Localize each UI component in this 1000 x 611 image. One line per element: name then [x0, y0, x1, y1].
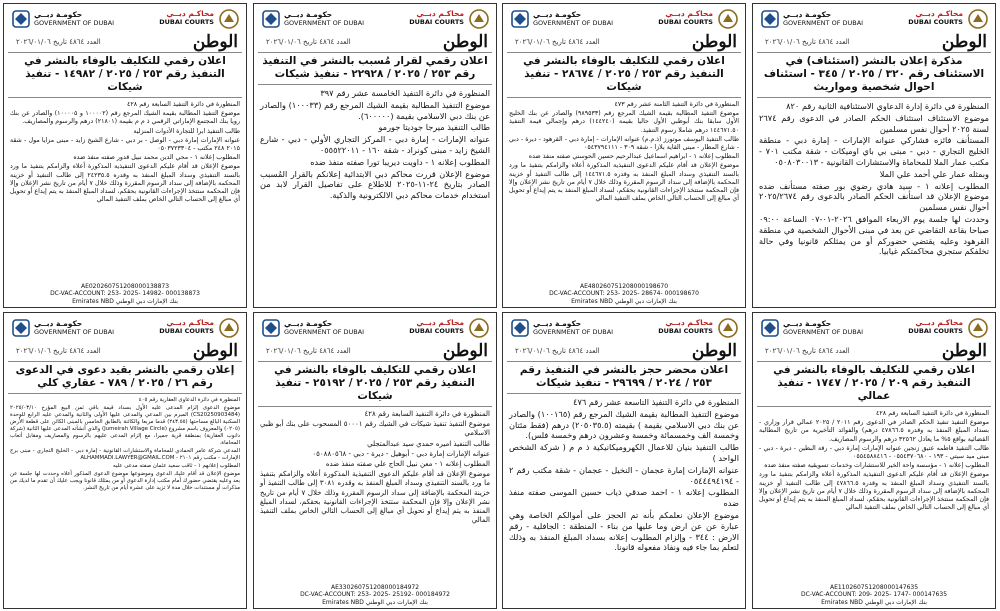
notice-header — [503, 4, 745, 52]
notice-panel — [752, 312, 996, 609]
gov-arabic: حكومـة دبــي — [783, 10, 832, 19]
dubai-courts-emblem-icon — [218, 317, 240, 339]
newspaper-name: الوطن — [442, 32, 488, 52]
notice-paragraph: المنظورة في دائرة التنفيذ السابعة رقم ٤٢٨ — [127, 101, 240, 108]
notice-paragraph: موضوع الإعلان قد أقام عليك الدعوى وموضوعها موضوع الدعوى المذكور أعلاه وحددت لها جلسة عن بعد وعليه يقتضي حضورك أمام مكتب إدارة الدعوى أو من يمثلك قانونا ويجب عليك أن تقدم ما لديك من مذكرات أو مستندات خلال مدة لا تزيد على عشرة أيام من تاريخ النشر. — [10, 471, 240, 491]
gov-english: GOVERNMENT OF DUBAI — [34, 19, 115, 27]
dubai-courts-emblem-icon — [717, 317, 739, 339]
issue-date: العدد ٤٨٦٤ تاريخ ٢٠٢٦/٠١/٠٦ — [515, 38, 600, 46]
notice-header — [753, 4, 995, 52]
notice-header — [753, 313, 995, 361]
issue-date: العدد ٤٨٦٤ تاريخ ٢٠٢٦/٠١/٠٦ — [266, 347, 351, 355]
notice-body — [4, 98, 246, 204]
dubai-courts-label — [409, 319, 464, 335]
gov-english: GOVERNMENT OF DUBAI — [533, 328, 614, 336]
notice-header — [4, 313, 246, 361]
notice-paragraph: موضوع الإعلان قد أقام عليكم الدعوى التنفيذية المذكورة أعلاه والزامكم بتنفيذ ما ورد بالسند التنفيذي وسداد المبلغ المنفذ به وقدره ١٤٤٦٧١.٥ إلى طالب التنفيذ أو خزينة المحكمة بالإضافة إلى سداد الرسوم المقررة وذلك خلال ٧ أيام من تاريخ نشر الإعلان وإلا فإن المحكمة ستتخذ الإجراءات القانونية بحقكم، لسداد المبلغ المنفذ به يتم إيداع أو تحويل أي مبالغ إلى الحساب التالي الخاص بملف التنفيذ المالي — [509, 162, 739, 203]
dubai-courts-label — [159, 10, 214, 26]
newspaper-name: الوطن — [941, 32, 987, 52]
dubai-courts-label — [658, 319, 713, 335]
notice-paragraph: المنظورة في دائرة إدارة الدعاوي الاستئنافية الثانية رقم ٨٢٠ — [786, 101, 989, 111]
notice-paragraph: طالب التنفيذ فاطمه عتيق زنجين عنوانه الإمارات إمارة دبي - رقة البطين - ديرة - دبي - مبنى ميد سيتي - ١٩٣ - ٠٥٥٤٣٧٠٦٨٠ - ٠٥٥٤٥٨٨٤١٦ — [759, 444, 989, 461]
notice-paragraph: المطلوب إعلانه ١ - احمد صدقي ذياب حسين الموسى صفته منفذ ضده — [509, 487, 739, 509]
courts-arabic: محاكـم دبــي — [665, 9, 713, 18]
government-emblem-icon — [509, 8, 531, 30]
newspaper-name: الوطن — [691, 341, 737, 361]
gov-arabic: حكومـة دبــي — [284, 319, 333, 328]
government-label — [783, 11, 863, 27]
bank-name: بنك الإمارات دبي الوطني Emirates NBD — [821, 598, 927, 606]
notice-paragraph: وحددت لها جلسة يوم الاربعاء الموافق ٢٠٢٦-٠١-٠٧ الساعة ٠٩:٠٠ صباحا بقاعة التقاضي عن بعد في مبنى الأحوال الشخصية في منطقة القرهود وعليه يقتضي حضوركم أو من يمثلكم قانونيا وفي حالة تخلفكم ستجري محاكمتكم غيابيا. — [759, 213, 989, 257]
notice-title: اعلان رقمي للتكليف بالوفاء بالنشر في التنفيذ رقم ٢٠٩ / ٢٠٢٥ / ١٧٤٧ - تنفيذ عمالي — [757, 361, 991, 407]
gov-english: GOVERNMENT OF DUBAI — [783, 328, 864, 336]
notice-paragraph: عنوانه الإمارات إمارة دبي - أبوهيل - ديرة - دبي - ٠٥٠٨٨٠٥٦٨ — [312, 449, 490, 458]
dubai-courts-label — [658, 10, 713, 26]
notice-title: إعلان رقمي بالنشر بقيد دعوى في الدعوى رقم ٢٦ / ٢٠٢٥ / ٧٨٩ - عقاري كلي — [8, 361, 242, 394]
notice-title: اعلان محضر حجز بالنشر في التنفيذ رقم ٢٥٣ / ٢٠٢٤ / ٢٩٦٩٩ - تنفيذ شيكات — [507, 361, 741, 394]
notice-header — [503, 313, 745, 361]
notice-body — [503, 394, 745, 553]
issue-date: العدد ٤٨٦٤ تاريخ ٢٠٢٦/٠١/٠٦ — [765, 38, 850, 46]
notice-paragraph: المدعي شركة عامر الحمادي للمحاماة والاستشارات القانونية - إمارة دبي - الخليج التجاري - مبنى برج الإمارات - مكتب رقم ٢١٠١ - ALHAMMADI.LAWYER@GMAIL.COM — [10, 448, 240, 461]
notice-paragraph: المنظورة في دائرة التنفيذ التاسعة عشر رقم ٤٧٦ — [573, 397, 739, 407]
notice-panel — [253, 312, 497, 609]
notice-title: مذكرة إعلان بالنشر (استئناف) في الاستئناف رقم ٣٢٠ / ٢٠٢٥ / ٣٤٥ - استئناف احوال شخصية ومواريث — [757, 52, 991, 98]
newspaper-name: الوطن — [941, 341, 987, 361]
gov-english: GOVERNMENT OF DUBAI — [284, 328, 365, 336]
government-label — [284, 320, 364, 336]
dubai-courts-emblem-icon — [218, 8, 240, 30]
notice-paragraph: المطلوب إعلانهم ١ - ثاقب سعيد عثمان صفته مدعى عليه — [112, 463, 240, 469]
notice-paragraph: عنوانه الإمارات إمارة عجمان - النخيل - عجمان - شقة مكتب رقم ٢ - ٠٥٤٤٤٩٤١٩٤ — [509, 464, 739, 486]
government-emblem-icon — [759, 317, 781, 339]
dubai-courts-emblem-icon — [967, 8, 989, 30]
gov-english: GOVERNMENT OF DUBAI — [34, 328, 115, 336]
newspaper-name: الوطن — [192, 32, 238, 52]
notice-footer — [503, 283, 745, 306]
courts-english: DUBAI COURTS — [908, 327, 963, 335]
notice-paragraph: موضوع التنفيذ المطالبة بقيمة الشيك المرجع رقم (١٠٠٠٠٢ و ١٠٠٠٠٥) والصادر عن بنك رويا بنك المجتمع الإماراتي الرقمي ذ م م بقيمة (٢١٨٠١) درهم والرسوم والمصاريف. — [10, 110, 241, 126]
notice-paragraph: المنظورة في دائرة التنفيذ الخامسة عشر رقم ٣٩٧ — [320, 88, 490, 98]
courts-english: DUBAI COURTS — [159, 327, 214, 335]
dubai-courts-label — [159, 319, 214, 335]
notice-header — [254, 4, 496, 52]
government-label — [783, 320, 863, 336]
notice-panel — [502, 3, 746, 308]
dubai-courts-emblem-icon — [967, 317, 989, 339]
courts-english: DUBAI COURTS — [658, 327, 713, 335]
courts-arabic: محاكـم دبــي — [166, 318, 214, 327]
notice-paragraph: المنظورة في دائرة التنفيذ السابعة رقم ٤٢٨ — [876, 410, 989, 417]
notice-paragraph: المطلوب إعلانه ١ - سيد هادي رضوي بور صفته مستأنف ضده موضوع الإعلان قد استأنف الحكم الصادر بالدعوى رقم ٢٠٢٥/٢٦٧٤ أحوال نفس مسلمين — [759, 180, 989, 213]
notice-title: اعلان رقمي للتكليف بالوفاء بالنشر في التنفيذ رقم ٢٥٣ / ٢٠٢٥ / ٢٨٦٧٤ - تنفيذ شيكات — [507, 52, 741, 98]
gov-arabic: حكومـة دبــي — [783, 319, 832, 328]
notice-footer — [753, 584, 995, 607]
gov-english: GOVERNMENT OF DUBAI — [783, 19, 864, 27]
account-number: DC-VAC-ACCOUNT: 209- 2025- 1747- 000147635 — [800, 591, 948, 598]
notice-paragraph: موضوع الإعلان قد أقام عليكم الدعوى التنفيذية المذكورة أعلاه والزامكم بتنفيذ ما ورد بالسند التنفيذي وسداد المبلغ المنفذ به وقدره ٢٤٢٣٥.٥ إلى طالب التنفيذ أو خزينة المحكمة بالإضافة إلى سداد الرسوم المقررة وذلك خلال ٧ أيام من تاريخ نشر الإعلان وإلا فإن المحكمة ستتخذ الإجراءات القانونية بحقكم، لسداد المبلغ المنفذ به يتم إيداع أو تحويل أي مبالغ إلى الحساب التالي الخاص بملف التنفيذ المالي — [10, 163, 240, 204]
notice-paragraph: طالب التنفيذ بنيان للاعمال الكهروميكانيكية ذ م م ( شركة الشخص الواحد ) — [509, 442, 739, 463]
gov-arabic: حكومـة دبــي — [34, 319, 83, 328]
notice-paragraph: المستأنف فائزه فشاركي عنوانه الإمارات - إمارة دبي - منطقة الخليج التجاري - دبي - مبنى بي باي اوميكات - شقة مكتب ٧٠١ - مكتب عمار الملا للمحاماة والاستشارات القانونية - ٠٥٠٨٠٣٠٠١٣ — [759, 135, 989, 167]
dubai-courts-emblem-icon — [468, 8, 490, 30]
account-number: DC-VAC-ACCOUNT: 253- 2025- 14982- 000138873 — [50, 290, 200, 297]
notice-paragraph: وبمثله عمار علي أحمد علي الملا — [879, 168, 989, 179]
notice-paragraph: عنوانه الإمارات إمارة دبي - الوصل - بر دبي - شارع الشيخ زايد - مبنى مزايا مول - شقة ٢٠١٥ ٢٤٨ مكتب - ٠٥٠٣٧٢٣٣٠٤ — [10, 136, 240, 153]
government-emblem-icon — [509, 317, 531, 339]
bank-name: بنك الإمارات دبي الوطني Emirates NBD — [571, 297, 677, 305]
notice-paragraph: موضوع الإعلان قد أقام عليكم الدعوى التنفيذية المذكورة أعلاه والزامكم بتنفيذ ما ورد بالسند التنفيذي وسداد المبلغ المنفذ به وقدره ٤٧٨٦٦.٥ إلى طالب التنفيذ أو خزينة المحكمة بالإضافة إلى سداد الرسوم المقررة وذلك خلال ٧ أيام من تاريخ نشر الإعلان وإلا فإن المحكمة ستتخذ الإجراءات القانونية بحقكم، لسداد المبلغ المنفذ به يتم إيداع أو تحويل أي مبالغ إلى الحساب التالي الخاص بملف التنفيذ المالي — [759, 471, 989, 512]
gov-arabic: حكومـة دبــي — [533, 319, 582, 328]
bank-name: بنك الإمارات دبي الوطني Emirates NBD — [322, 598, 428, 606]
notice-body — [254, 407, 496, 525]
notice-paragraph: المطلوب إعلانه ١ - ابراهيم اسماعيل عبدالرحيم حسين الحوسني صفته منفذ ضده — [528, 153, 739, 161]
newspaper-name: الوطن — [192, 341, 238, 361]
courts-english: DUBAI COURTS — [409, 327, 464, 335]
notice-paragraph: موضوع الإعلان قررت محاكم دبي الابتدائية إعلانكم بالقرار المُسبب الصادر بتاريخ ٢٤-١١-٢٠٢٥ للاطلاع على تفاصيل القرار لابد من استخدام خدمات محاكم دبي الالكترونية والذكية. — [260, 168, 491, 201]
issue-date: العدد ٤٨٦٤ تاريخ ٢٠٢٦/٠١/٠٦ — [515, 347, 600, 355]
notice-panel — [253, 3, 497, 308]
government-label — [284, 11, 364, 27]
government-emblem-icon — [260, 317, 282, 339]
government-label — [533, 11, 613, 27]
dubai-courts-emblem-icon — [717, 8, 739, 30]
issue-date: العدد ٤٨٦٤ تاريخ ٢٠٢٦/٠١/٠٦ — [266, 38, 351, 46]
notice-paragraph: المطلوب إعلانه ١ - معن نبيل الحاج علي صفته منفذ ضده — [325, 460, 490, 469]
dubai-courts-label — [908, 10, 963, 26]
notice-footer — [4, 283, 246, 306]
gov-english: GOVERNMENT OF DUBAI — [284, 19, 365, 27]
account-number: DC-VAC-ACCOUNT: 253- 2025- 25192- 000184972 — [300, 591, 450, 598]
courts-arabic: محاكـم دبــي — [166, 9, 214, 18]
notice-paragraph: طالب التنفيذ ميرجا جوديتا جورمو — [378, 122, 490, 133]
government-emblem-icon — [260, 8, 282, 30]
notice-panel — [502, 312, 746, 609]
newspaper-name: الوطن — [442, 341, 488, 361]
government-label — [34, 11, 114, 27]
notice-paragraph: المطلوب إعلانه ١ - داويت ديريبا تورا صفته منفذ ضده — [310, 156, 490, 167]
issue-date: العدد ٤٨٦٤ تاريخ ٢٠٢٦/٠١/٠٦ — [765, 347, 850, 355]
gov-arabic: حكومـة دبــي — [284, 10, 333, 19]
notice-paragraph: موضوع التنفيذ المطالبة بقيمة الشيك المرجع رقم (١٠٠١٦٥) والصادر عن بنك دبي الاسلامي بقيمة ) بقيمته (٢٠٥٠٣٥.٥) درهم (فقط مئتان وخمسة الف وخمسمائة وخمسة وعشرون درهم وخمسة فلس). — [509, 408, 739, 441]
notice-paragraph: موضوع الإعلان قد أقام عليكم الدعوى التنفيذية المذكورة أعلاه والزامكم بتنفيذ ما ورد بالسند التنفيذي وسداد المبلغ المنفذ به وقدره ٣٠٨١ إلى طالب التنفيذ أو خزينة المحكمة بالإضافة إلى سداد الرسوم المقررة وذلك خلال ٧ أيام من تاريخ نشر الإعلان وإلا فإن المحكمة ستتخذ الإجراءات القانونية بحقكم، لسداد المبلغ المنفذ به يتم إيداع أو تحويل أي مبالغ إلى الحساب التالي الخاص بملف التنفيذ المالي — [260, 470, 490, 525]
courts-arabic: محاكـم دبــي — [915, 9, 963, 18]
dubai-courts-label — [409, 10, 464, 26]
iban-number: AE330260751208000184972 — [330, 583, 420, 591]
dubai-courts-label — [908, 319, 963, 335]
notice-paragraph: المطلوب إعلانه ١ - محي الدين محمد نبيل قدور صفته منفذ ضده — [73, 154, 240, 162]
notice-panel — [3, 3, 247, 308]
gov-arabic: حكومـة دبــي — [34, 10, 83, 19]
issue-date: العدد ٤٨٦٤ تاريخ ٢٠٢٦/٠١/٠٦ — [16, 347, 101, 355]
dubai-courts-emblem-icon — [468, 317, 490, 339]
notice-paragraph: طالب التنفيذ اليوسف موتورز (ذ.م.م) عنوانه الإمارات - إمارة دبي - القرهود - ديرة - دبي - شارع المطار - مبنى القاية بلازا - شقة ٣٠٩ - ٠٥٤٣٧٩٤١١١ — [509, 135, 739, 152]
iban-number: AE020260751208000138873 — [80, 282, 170, 290]
notice-body — [753, 407, 995, 512]
notice-panel — [752, 3, 996, 308]
notice-paragraph: طالب التنفيذ اميره حمدي سيد عبدالمتجلي — [367, 439, 490, 448]
government-emblem-icon — [10, 8, 32, 30]
notice-panel — [3, 312, 247, 609]
notice-paragraph: المنظورة في دائرة الدعاوى العقارية رقم ٤٠٥ — [138, 397, 240, 403]
notice-paragraph: المنظورة في دائرة التنفيذ الثامنة عشر رقم ٤٧٣ — [614, 101, 739, 108]
notice-paragraph: موضوع التنفيذ المطالبة بقيمة الشيك المرجع رقم (٩٨٩٥٣٣) والصادر عن بنك الخليج الأول سابقا بنك أبوظبي الأول حاليا بقيمة (١٤٤٢٤٠) درهم وإجمالي قيمة التنفيذ ١٤٤٦٧١.٥٠ درهم شاملا رسوم التنفيذ. — [509, 110, 739, 134]
notice-body — [4, 394, 246, 492]
notice-title: اعلان رقمي للتكليف بالوفاء بالنشر في التنفيذ رقم ٢٥٣ / ٢٠٢٥ / ١٤٩٨٢ - تنفيذ شيكات — [8, 52, 242, 98]
account-number: DC-VAC-ACCOUNT: 253- 2025- 28674- 000198670 — [549, 290, 699, 297]
government-emblem-icon — [759, 8, 781, 30]
notice-paragraph: موضوع التنفيذ تنفيذ شيكات في الشيك رقم ٥٠٠٠١ المسحوب على بنك أبو ظبي الاسلامي — [260, 420, 490, 438]
government-emblem-icon — [10, 317, 32, 339]
courts-english: DUBAI COURTS — [409, 18, 464, 26]
gov-arabic: حكومـة دبــي — [533, 10, 582, 19]
iban-number: AE110260751208000147635 — [829, 583, 919, 591]
courts-arabic: محاكـم دبــي — [665, 318, 713, 327]
newspaper-name: الوطن — [691, 32, 737, 52]
courts-english: DUBAI COURTS — [159, 18, 214, 26]
notice-paragraph: طالب التنفيذ ابرا للتجارة الأدوات المنزلية — [133, 127, 240, 135]
courts-arabic: محاكـم دبــي — [416, 9, 464, 18]
notice-title: اعلان رقمي للتكليف بالوفاء بالنشر في التنفيذ رقم ٢٥٣ / ٢٠٢٥ / ٢٥١٩٢ - تنفيذ شيكات — [258, 361, 492, 407]
notice-paragraph: موضوع الاستئناف استئناف الحكم الصادر في الدعوى رقم ٢٦٧٤ لسنة ٢٠٢٥ أحوال نفس مسلمين — [759, 112, 989, 134]
notice-body — [254, 85, 496, 201]
bank-name: بنك الإمارات دبي الوطني Emirates NBD — [72, 297, 178, 305]
courts-arabic: محاكـم دبــي — [416, 318, 464, 327]
notice-title: اعلان رقمي لقرار مُسبب بالنشر في التنفيذ رقم ٢٥٣ / ٢٠٢٥ / ٢٢٩٢٨ - تنفيذ شيكات — [258, 52, 492, 85]
gov-english: GOVERNMENT OF DUBAI — [533, 19, 614, 27]
issue-date: العدد ٤٨٦٤ تاريخ ٢٠٢٦/٠١/٠٦ — [16, 38, 101, 46]
notice-paragraph: المنظورة في دائرة التنفيذ السابعة رقم ٤٢٨ — [364, 410, 490, 418]
notice-body — [753, 98, 995, 257]
notice-paragraph: المطلوب إعلانه ١ - مؤسسة واحة الخير للاستشارات وخدمات تسويقية صفته منفذ ضده — [764, 462, 989, 470]
notice-paragraph: موضوع التنفيذ المطالبة بقيمة الشيك المرجع رقم (١٠٠٠٣٣) والصادر عن بنك دبي الاسلامي بقيمة (٦٠٠٠٠٠). — [260, 99, 490, 121]
courts-english: DUBAI COURTS — [658, 18, 713, 26]
notice-footer — [254, 584, 496, 607]
notice-paragraph: موضوع الدعوى إلزام المدعى عليه الأول بسداد قيمة باقي ثمن البيع المؤرخ ٢٠٢٥/٠٣/١٠ (CS20250903484) المبرم بين المدعي والمدعى عليها الأولى والثانية والمدعي عليه الرابع للوحدة السكنية البالغ مساحتها (٢٤٣.٥٥) قدما مربعا والكائنة بالطابق الخامس بالمبنى الكائن على قطعة الأرض (٠٢٠٥) والمعروف باسم مشروع (Jumeirah Village Circle) والذي أنشأته المدعى عليها الثانية (شركة دانوب العقارية) بمنطقة قرية جميرا، مع إلزام المدعى عليهم بالرسوم والمصاريف ومقابل أتعاب المحاماة. — [10, 405, 240, 446]
courts-arabic: محاكـم دبــي — [915, 318, 963, 327]
notice-body — [503, 98, 745, 203]
courts-english: DUBAI COURTS — [908, 18, 963, 26]
government-label — [533, 320, 613, 336]
notice-paragraph: عنوانه الإمارات - إمارة دبي - المركز التجاري الأولي - دبي - شارع الشيخ زايد - مبنى كونراد - شقة ١٦٠ - ٠٥٥٥٢٢٠١١ — [260, 134, 490, 155]
government-label — [34, 320, 114, 336]
notice-header — [4, 4, 246, 52]
notice-paragraph: موضوع الإعلان نعلمكم بأنه تم الحجز على أموالكم الخاصة وهي عبارة عن عن ارض وما عليها من بناء - المنطقة : الجافلية - رقم الارض : ٣٤٤ - وإلزام المطلوب إعلانه بسداد المبلغ المنفذ به وذلك لتعلم بما جاء فيه ونفاذ مفعوله قانونا. — [509, 509, 739, 553]
iban-number: AE480260751208000198670 — [579, 282, 669, 290]
notice-paragraph: موضوع التنفيذ تنفيذ الحكم الصادر في الدعوى رقم ٢٠١١ / ٢٠٢٥ عمالي قرار وزاري - بسداد المبلغ المنفذ به وقدره ٤٧٨٦٦.٥ درهم) والفوائد التأخيرية من تاريخ المطالبة القضائية بواقع ٥% ما يعادل ٣٢٥٦٢ درهم والرسوم المصاريف. — [759, 419, 990, 443]
notice-header — [254, 313, 496, 361]
